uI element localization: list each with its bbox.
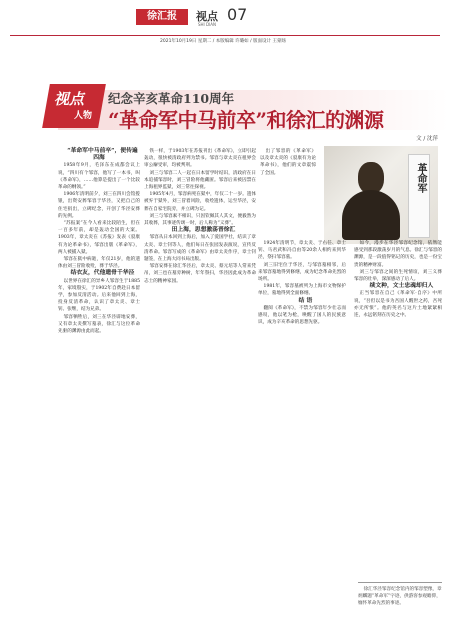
kicker: 纪念辛亥革命110周年 — [108, 91, 235, 106]
masthead — [0, 0, 450, 46]
newspaper-logo: 徐汇报 — [136, 9, 188, 25]
bust-figure — [342, 160, 400, 240]
caption-text: 徐汇华泾邹容纪念馆内的邹容塑像，章炳麟题“革命军”字迹，供游客参观瞻仰，缅怀革命先烈的事迹。 — [358, 587, 442, 606]
calligraphy-sign — [408, 154, 430, 238]
photo-statue — [324, 146, 438, 244]
paragraph: 出了邹容的《革命军》以及章太炎的《驳康有为论革命书》，他们的文章震惊了全国。 — [260, 149, 316, 176]
paragraph: 如今，漫步在华泾邹容纪念馆，依然能感受到那段激荡岁月的气息。徐汇与邹容的渊源，是一段值得铭记的历史，也是一份宝贵的精神财富。 — [354, 241, 442, 268]
paragraph: 1905年4月，邹容病死在狱中，年仅二十一岁。遗体被弃于狱外，刘三冒着风险，收殓遗体，运至华泾，安葬在自家宅院旁，并立碑为记。 — [144, 192, 257, 212]
subheading: 田上海，思想激荡晋徐汇 — [171, 227, 236, 234]
headline: “革命军中马前卒”和徐汇的渊源 — [108, 108, 384, 132]
article-column-5 — [354, 240, 442, 634]
paragraph: 翻阅《革命军》，不禁为邹容年少壮志而感叹，他以笔为枪，唤醒了国人的民族意识，成为辛亥革命的思想先驱。 — [258, 305, 346, 326]
article-column-1 — [58, 148, 140, 632]
photo-caption — [358, 582, 442, 638]
paragraph: 邹容从日本回到上海后，加入了爱国学社，结识了章太炎、章士钊等人，他们每日在张园发表演说，宣传反清革命。邹容写成的《革命军》由章太炎作序，章士钊题签，在上海大同书局出版。 — [144, 235, 256, 263]
subheading: 结衣友，代他遗骨千华泾 — [70, 270, 135, 277]
paragraph: 1924年清明节，章太炎、于右任、章士钊、马君武和冯自由等20余人相约来到华泾，祭扫邹容墓。 — [258, 241, 346, 261]
paragraph: 刘三与邹容之间的生死情谊，刘三义葬邹容的壮举，深深感动了后人。 — [354, 269, 442, 283]
section-title-en: SHI DIAN — [198, 22, 216, 27]
subheading: “革命军中马前卒”，便传遍四海 — [67, 148, 138, 162]
paragraph: 1981年，邹容墓被列为上海市文物保护单位，墓地得到全面修缮。 — [258, 284, 346, 297]
paragraph: 1958年9月，毛泽东在成都会议上说，“四川有个邹容，他写了一本书，叫《革命军》，……他算是提出了一个比较革命的纲领。” — [58, 163, 140, 191]
paragraph: 铁一样，于1903年在苏报刊出《革命军》，立即引起轰动，很快被清政府列为禁书。邹容与章太炎在租界会审公廨受审，均被判刑。 — [144, 149, 256, 169]
issue-meta: 2021年10月19日 星期二 / 本版编辑 许璐如 / 版面设计 王蒙旸 — [160, 39, 286, 44]
calligraphy-text: 革命军 — [415, 163, 426, 193]
subheading: 续文种，文士忠魂却归人 — [369, 283, 434, 290]
article-column-2 — [144, 148, 256, 632]
paragraph: 邹容安葬在徐汇华泾后，章太炎、蔡元培等人常来凭吊，刘三也在墓旁种树，年年祭扫，华泾因此成为革命志士的精神家园。 — [144, 264, 256, 284]
bust-body — [342, 190, 400, 240]
paragraph: 1906年清明前夕，刘三在四川会馆拨银，出资安葬邹容于华泾，又把自己的住宅捐出，立碑纪念，开创了华泾安葬的先例。 — [58, 192, 140, 219]
article-column-4 — [258, 240, 346, 634]
paragraph: 邹容在狱中病逝，年仅21岁，他的遗体由刘三冒险收殓，葬于华泾。 — [58, 257, 140, 270]
paragraph: 刘三与邹容素不相识，只因钦佩其人其文，便毅然为其收葬，其事迹传颂一时，后人称为“义葬”。 — [144, 213, 256, 227]
badge-label-main: 视点 — [54, 90, 85, 108]
paragraph: 刘三旧宅位于华泾，与邹容墓相邻，后来邹容墓地得到修缮，成为纪念革命先烈的场所。 — [258, 262, 346, 283]
paragraph: “苏报案”在今人看来比较陌生，但在一百多年前，却是轰动全国的大案。1903年，章太炎在《苏报》发表《驳康有为论革命书》，邹容出版《革命军》，两人被捕入狱。 — [58, 221, 140, 255]
subheading: 结 语 — [298, 297, 313, 304]
page-number: 07 — [227, 5, 248, 24]
paragraph: 正当邹容在自己《革命军·自序》中所说，“吾但以是书为吾国人醒世之药，吾死亦无所恨”。他的英名与这片土地紧紧相连，永远铭刻在历史之中。 — [354, 291, 442, 319]
paragraph: 刘三与邹容二人一起在日本留学时结识，清政府在日本追捕邹容时，刘三冒险将他藏匿。邹容后来被囚禁在上海租界监狱，刘三常往探视。 — [144, 170, 256, 191]
masthead-divider — [10, 35, 440, 36]
paragraph: 邹容牺牲后，刘三在华泾辟地安葬，又有章太炎撰写墓表，徐汇与这位革命先驱的渊源由此而起。 — [58, 314, 140, 335]
section-title: 视点 — [196, 10, 218, 23]
byline: 文 / 沈萍 — [416, 136, 438, 142]
article-column-3 — [260, 148, 316, 244]
column-badge — [46, 84, 102, 128]
paragraph: 以世界在徐汇的异乡人邹容生于1885年，家境殷实，于1902年自费赴日本留学，参加反清活动。后来他回到上海，投身反清革命，认识了章太炎、章士钊、张继，结为兄弟。 — [58, 278, 140, 313]
badge-label-sub: 人物 — [74, 111, 93, 121]
